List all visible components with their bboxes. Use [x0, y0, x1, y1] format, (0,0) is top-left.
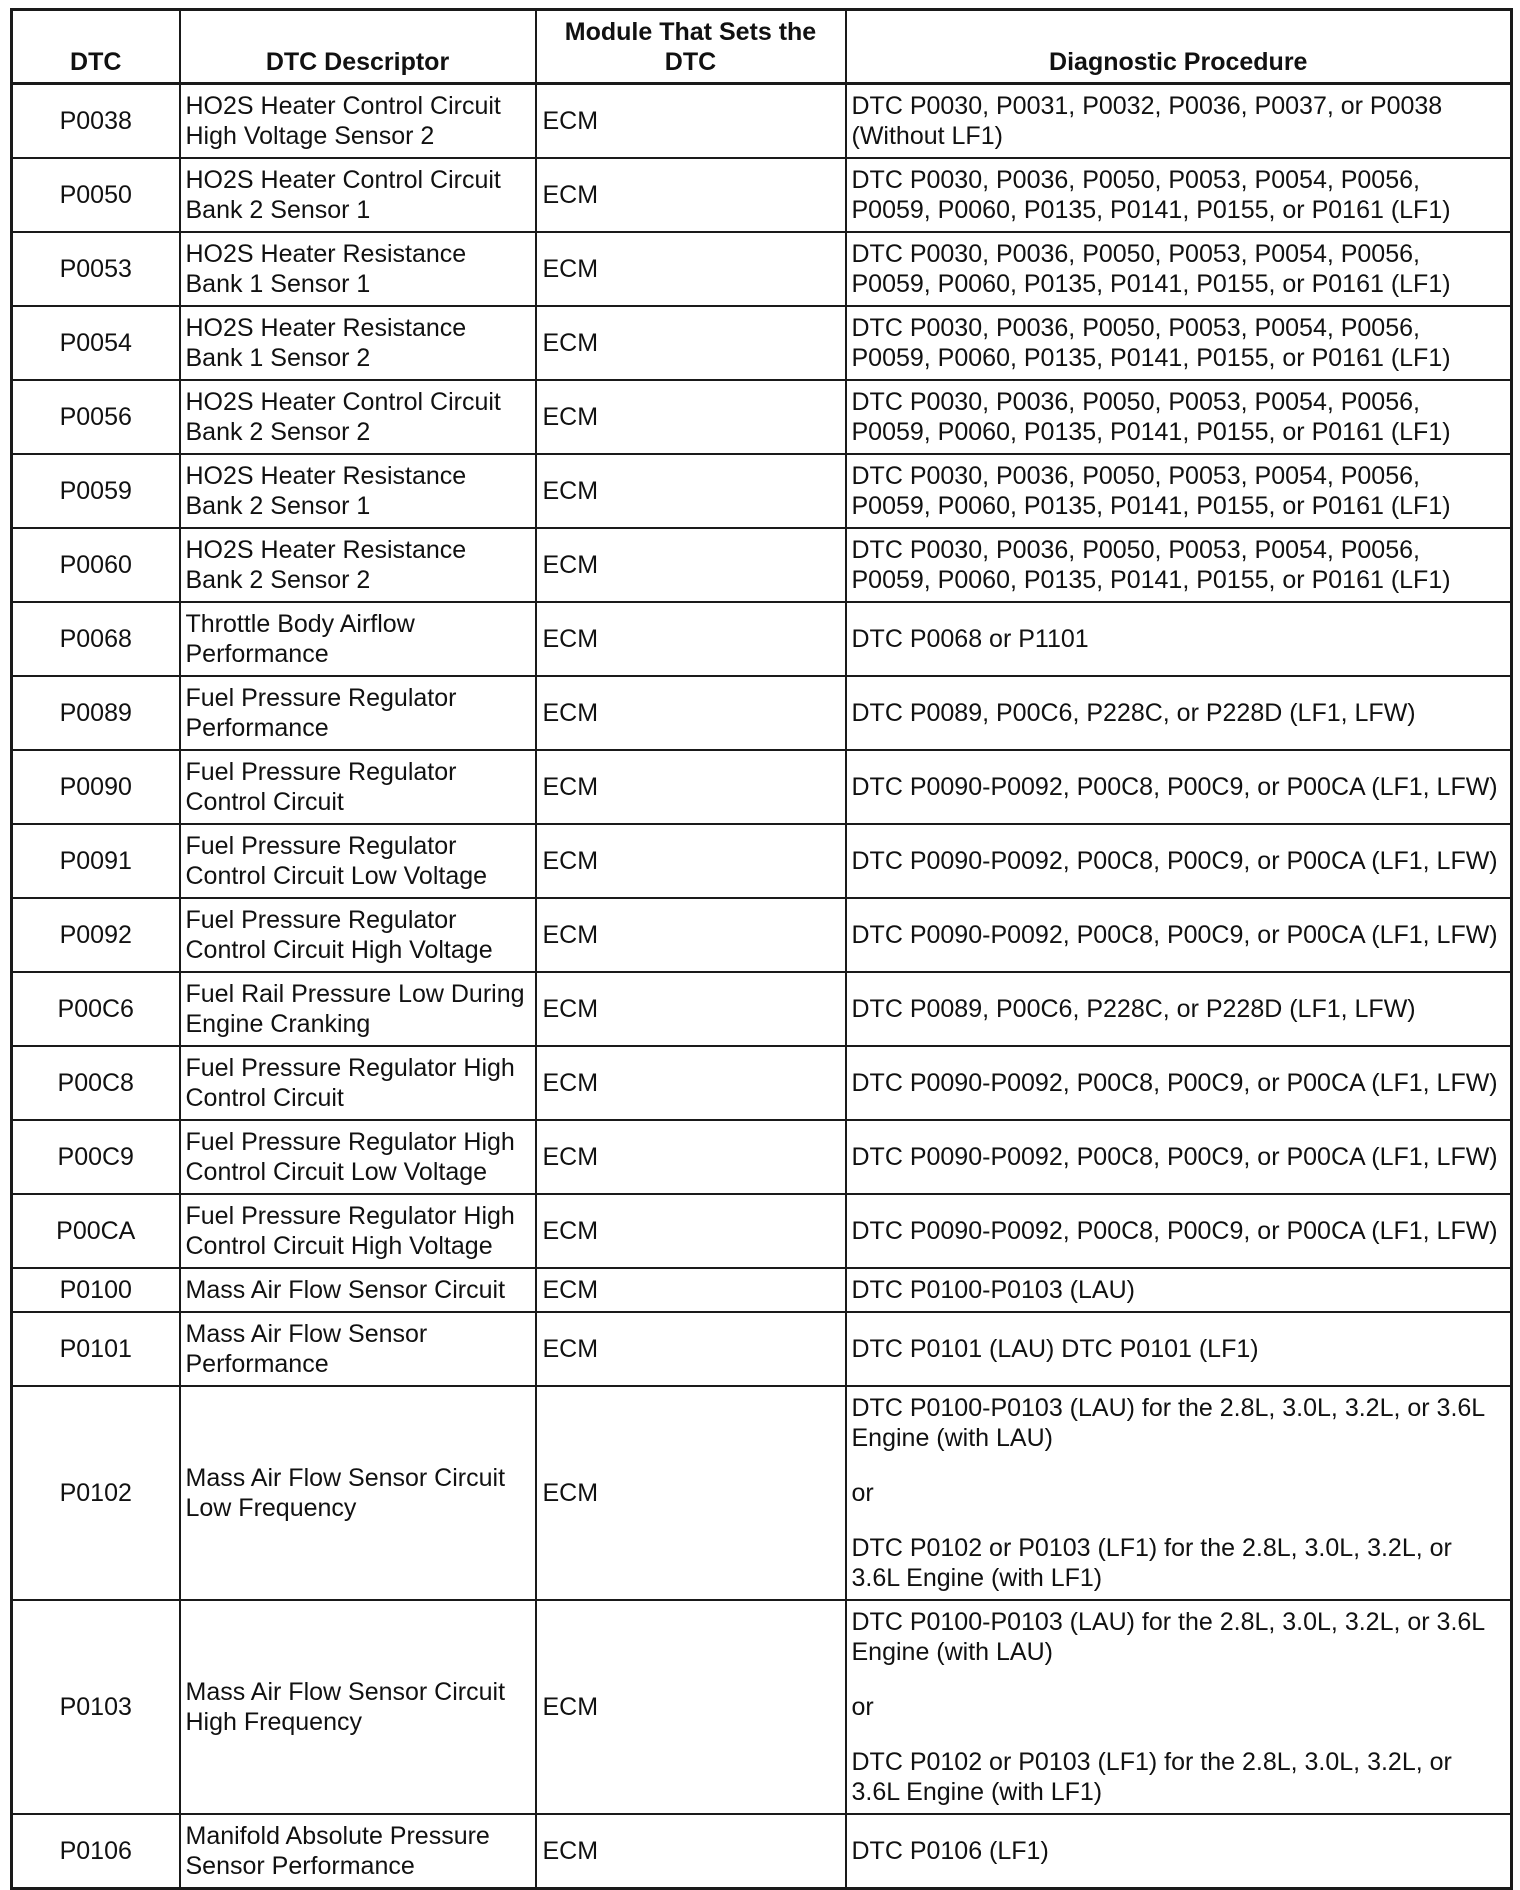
procedure-text: DTC P0030, P0036, P0050, P0053, P0054, P0056, P0059, P0060, P0135, P0141, P0155, or P0161 (LF1) [851, 536, 1451, 594]
cell-dtc: P0056 [12, 380, 180, 454]
cell-descriptor: Throttle Body Airflow Performance [180, 602, 536, 676]
procedure-text: DTC P0090-P0092, P00C8, P00C9, or P00CA (LF1, LFW) [851, 1217, 1498, 1245]
cell-descriptor: HO2S Heater Resistance Bank 1 Sensor 2 [180, 306, 536, 380]
cell-dtc: P0059 [12, 454, 180, 528]
cell-procedure [846, 972, 1512, 1046]
procedure-text: DTC P0030, P0036, P0050, P0053, P0054, P0056, P0059, P0060, P0135, P0141, P0155, or P0161 (LF1) [851, 462, 1451, 520]
table-row [12, 306, 1512, 380]
procedure-text: DTC P0030, P0036, P0050, P0053, P0054, P0056, P0059, P0060, P0135, P0141, P0155, or P0161 (LF1) [851, 314, 1451, 372]
table-row [12, 1814, 1512, 1889]
cell-procedure [846, 1194, 1512, 1268]
cell-descriptor: Fuel Pressure Regulator High Control Circuit High Voltage [180, 1194, 536, 1268]
table-row [12, 1120, 1512, 1194]
procedure-text: DTC P0030, P0036, P0050, P0053, P0054, P0056, P0059, P0060, P0135, P0141, P0155, or P0161 (LF1) [851, 240, 1451, 298]
cell-procedure [846, 1268, 1512, 1312]
procedure-text: DTC P0106 (LF1) [851, 1837, 1049, 1865]
table-row [12, 602, 1512, 676]
cell-dtc: P0100 [12, 1268, 180, 1312]
table-row [12, 528, 1512, 602]
cell-descriptor: Fuel Pressure Regulator Control Circuit Low Voltage [180, 824, 536, 898]
table-row [12, 232, 1512, 306]
procedure-text: DTC P0102 or P0103 (LF1) for the 2.8L, 3.0L, 3.2L, or 3.6L Engine (with LF1) [851, 1748, 1452, 1806]
cell-dtc: P0101 [12, 1312, 180, 1386]
cell-procedure [846, 232, 1512, 306]
procedure-text: DTC P0089, P00C6, P228C, or P228D (LF1, LFW) [851, 699, 1416, 727]
table-row [12, 750, 1512, 824]
cell-procedure [846, 1312, 1512, 1386]
table-row [12, 1600, 1512, 1814]
table-row [12, 380, 1512, 454]
procedure-text: DTC P0090-P0092, P00C8, P00C9, or P00CA (LF1, LFW) [851, 1143, 1498, 1171]
cell-module: ECM [536, 1194, 846, 1268]
cell-descriptor: Mass Air Flow Sensor Circuit Low Frequency [180, 1386, 536, 1600]
cell-procedure [846, 454, 1512, 528]
procedure-text: or [851, 1479, 874, 1507]
cell-descriptor: Mass Air Flow Sensor Circuit [180, 1268, 536, 1312]
cell-descriptor: Fuel Pressure Regulator Control Circuit High Voltage [180, 898, 536, 972]
cell-dtc: P00C8 [12, 1046, 180, 1120]
procedure-text: or [851, 1693, 874, 1721]
procedure-text: DTC P0102 or P0103 (LF1) for the 2.8L, 3.0L, 3.2L, or 3.6L Engine (with LF1) [851, 1534, 1452, 1592]
procedure-text: DTC P0101 (LAU) DTC P0101 (LF1) [851, 1335, 1259, 1363]
cell-dtc: P0092 [12, 898, 180, 972]
cell-module: ECM [536, 454, 846, 528]
page [10, 8, 1510, 1890]
table-row [12, 824, 1512, 898]
cell-descriptor: HO2S Heater Resistance Bank 1 Sensor 1 [180, 232, 536, 306]
procedure-text: DTC P0090-P0092, P00C8, P00C9, or P00CA (LF1, LFW) [851, 1069, 1498, 1097]
table-row [12, 676, 1512, 750]
cell-procedure [846, 1046, 1512, 1120]
cell-descriptor: HO2S Heater Resistance Bank 2 Sensor 2 [180, 528, 536, 602]
cell-module: ECM [536, 972, 846, 1046]
cell-module: ECM [536, 380, 846, 454]
cell-procedure [846, 676, 1512, 750]
dtc-table [10, 8, 1513, 1890]
cell-module: ECM [536, 84, 846, 159]
procedure-text: DTC P0100-P0103 (LAU) for the 2.8L, 3.0L, 3.2L, or 3.6L Engine (with LAU) [851, 1394, 1485, 1452]
header-module: Module That Sets the DTC [536, 10, 846, 84]
cell-module: ECM [536, 306, 846, 380]
procedure-text: DTC P0030, P0036, P0050, P0053, P0054, P0056, P0059, P0060, P0135, P0141, P0155, or P0161 (LF1) [851, 166, 1451, 224]
procedure-text: DTC P0100-P0103 (LAU) [851, 1276, 1135, 1304]
cell-module: ECM [536, 1046, 846, 1120]
cell-dtc: P0106 [12, 1814, 180, 1889]
table-row [12, 1268, 1512, 1312]
cell-procedure [846, 898, 1512, 972]
cell-module: ECM [536, 1600, 846, 1814]
cell-procedure [846, 84, 1512, 159]
cell-module: ECM [536, 232, 846, 306]
cell-module: ECM [536, 1312, 846, 1386]
procedure-text: DTC P0100-P0103 (LAU) for the 2.8L, 3.0L, 3.2L, or 3.6L Engine (with LAU) [851, 1608, 1485, 1666]
cell-procedure [846, 306, 1512, 380]
cell-dtc: P0089 [12, 676, 180, 750]
table-row [12, 898, 1512, 972]
cell-dtc: P0103 [12, 1600, 180, 1814]
procedure-text: DTC P0090-P0092, P00C8, P00C9, or P00CA (LF1, LFW) [851, 773, 1498, 801]
cell-dtc: P0090 [12, 750, 180, 824]
cell-descriptor: Fuel Pressure Regulator High Control Circuit Low Voltage [180, 1120, 536, 1194]
cell-procedure [846, 750, 1512, 824]
table-header [12, 10, 1512, 84]
cell-module: ECM [536, 676, 846, 750]
cell-descriptor: Fuel Pressure Regulator Control Circuit [180, 750, 536, 824]
procedure-text: DTC P0090-P0092, P00C8, P00C9, or P00CA (LF1, LFW) [851, 847, 1498, 875]
procedure-text: DTC P0068 or P1101 [851, 625, 1089, 653]
cell-dtc: P00CA [12, 1194, 180, 1268]
cell-procedure [846, 602, 1512, 676]
cell-module: ECM [536, 750, 846, 824]
cell-descriptor: Manifold Absolute Pressure Sensor Performance [180, 1814, 536, 1889]
cell-dtc: P0050 [12, 158, 180, 232]
cell-dtc: P0102 [12, 1386, 180, 1600]
cell-descriptor: HO2S Heater Control Circuit High Voltage Sensor 2 [180, 84, 536, 159]
cell-descriptor: Fuel Pressure Regulator Performance [180, 676, 536, 750]
cell-procedure [846, 528, 1512, 602]
cell-descriptor: Mass Air Flow Sensor Circuit High Frequency [180, 1600, 536, 1814]
cell-dtc: P00C6 [12, 972, 180, 1046]
procedure-text: DTC P0030, P0031, P0032, P0036, P0037, or P0038 (Without LF1) [851, 92, 1443, 150]
procedure-text: DTC P0089, P00C6, P228C, or P228D (LF1, LFW) [851, 995, 1416, 1023]
cell-dtc: P0053 [12, 232, 180, 306]
table-row [12, 158, 1512, 232]
cell-procedure [846, 1120, 1512, 1194]
cell-dtc: P00C9 [12, 1120, 180, 1194]
cell-descriptor: HO2S Heater Control Circuit Bank 2 Sensor 2 [180, 380, 536, 454]
header-descriptor: DTC Descriptor [180, 10, 536, 84]
header-procedure: Diagnostic Procedure [846, 10, 1512, 84]
cell-procedure [846, 1386, 1512, 1600]
cell-module: ECM [536, 1120, 846, 1194]
procedure-text: DTC P0090-P0092, P00C8, P00C9, or P00CA (LF1, LFW) [851, 921, 1498, 949]
table-row [12, 1194, 1512, 1268]
header-dtc: DTC [12, 10, 180, 84]
table-row [12, 84, 1512, 159]
cell-descriptor: Fuel Rail Pressure Low During Engine Cranking [180, 972, 536, 1046]
cell-dtc: P0060 [12, 528, 180, 602]
cell-descriptor: Fuel Pressure Regulator High Control Circuit [180, 1046, 536, 1120]
cell-descriptor: HO2S Heater Resistance Bank 2 Sensor 1 [180, 454, 536, 528]
cell-module: ECM [536, 824, 846, 898]
cell-module: ECM [536, 1814, 846, 1889]
procedure-text: DTC P0030, P0036, P0050, P0053, P0054, P0056, P0059, P0060, P0135, P0141, P0155, or P0161 (LF1) [851, 388, 1451, 446]
table-body [12, 84, 1512, 1889]
cell-dtc: P0054 [12, 306, 180, 380]
table-row [12, 1386, 1512, 1600]
cell-module: ECM [536, 602, 846, 676]
cell-module: ECM [536, 158, 846, 232]
cell-descriptor: HO2S Heater Control Circuit Bank 2 Sensor 1 [180, 158, 536, 232]
cell-procedure [846, 380, 1512, 454]
cell-procedure [846, 158, 1512, 232]
cell-procedure [846, 1814, 1512, 1889]
cell-descriptor: Mass Air Flow Sensor Performance [180, 1312, 536, 1386]
cell-dtc: P0091 [12, 824, 180, 898]
cell-module: ECM [536, 1268, 846, 1312]
cell-module: ECM [536, 528, 846, 602]
cell-module: ECM [536, 898, 846, 972]
table-row [12, 1312, 1512, 1386]
cell-dtc: P0068 [12, 602, 180, 676]
cell-dtc: P0038 [12, 84, 180, 159]
cell-module: ECM [536, 1386, 846, 1600]
cell-procedure [846, 824, 1512, 898]
table-row [12, 454, 1512, 528]
table-row [12, 1046, 1512, 1120]
table-row [12, 972, 1512, 1046]
cell-procedure [846, 1600, 1512, 1814]
